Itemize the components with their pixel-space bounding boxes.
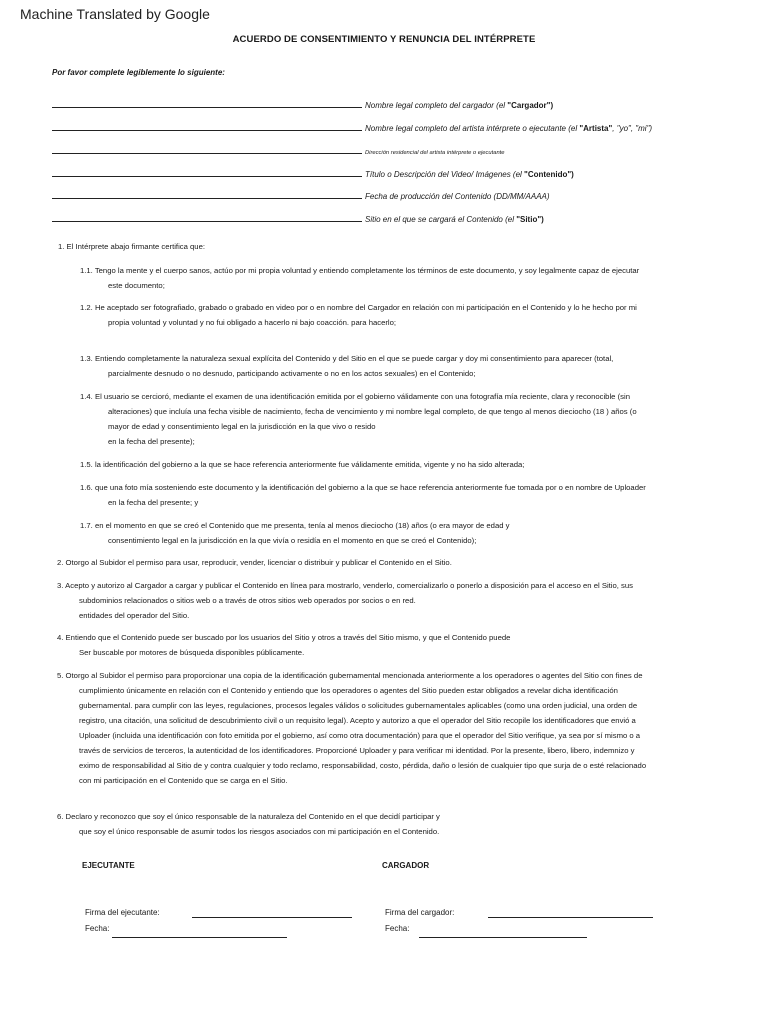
document-title: ACUERDO DE CONSENTIMIENTO Y RENUNCIA DEL INTÉRPRETE — [232, 34, 536, 45]
uploader-signature-label: Firma del cargador: — [385, 908, 455, 917]
uploader-date-line[interactable] — [419, 937, 587, 938]
clause-1-3: 1.3. Entiendo completamente la naturaleza sexual explícita del Contenido y del Sitio en el que se puede cargar y doy mi consentimiento para aparecer (total, parcialmente desnudo o no desnudo, participando activamente o no en los actos sexuales) en el Contenido; — [80, 354, 614, 378]
fill-line[interactable] — [52, 153, 362, 154]
uploader-date-label: Fecha: — [385, 924, 410, 933]
performer-date-line[interactable] — [112, 937, 287, 938]
performer-signature-label: Firma del ejecutante: — [85, 908, 160, 917]
clause-1-4: 1.4. El usuario se cercioró, mediante el examen de una identificación emitida por el gobierno válidamente con una fotografía mía reciente, clara y reconocible (sin alteraciones) que incluía una fecha visible de nacimiento, fecha de vencimiento y mi nombre legal completo, de que tengo al menos dieciocho (18 ) años (o mayor de edad y consentimiento legal en la jurisdicción en la que vivo o resido en la fecha del presente); — [80, 392, 637, 446]
clause-1-1: 1.1. Tengo la mente y el cuerpo sanos, actúo por mi propia voluntad y entiendo completamente los términos de este documento, y soy legalmente capaz de ejecutar este documento; — [80, 266, 640, 290]
banner-text: Machine Translated by Google — [20, 6, 210, 22]
field-production-date — [52, 185, 732, 201]
field-artist-address — [52, 140, 732, 156]
fill-line[interactable] — [52, 130, 362, 131]
clause-1-2: 1.2. He aceptado ser fotografiado, grabado o grabado en video por o en nombre del Cargador en relación con mi participación en el Contenido y lo he hecho por mi propia voluntad y voluntad y no fui obligado a hacerlo ni bajo coacción. para hacerlo; — [80, 303, 637, 327]
clause-4: 4. Entiendo que el Contenido puede ser buscado por los usuarios del Sitio y otros a través del Sitio mismo, y que el Contenido puede Ser buscable por motores de búsqueda disponibles públicamente. — [57, 633, 511, 657]
clause-5: 5. Otorgo al Subidor el permiso para proporcionar una copia de la identificación gubernamental mencionada anteriormente a los operadores o agentes del Sitio con fines de cumplimiento únicamente en relación con el Contenido y entiendo que los operadores o agentes del Sitio pueden estar obligados a revelar dicha identificación gubernamental. para cumplir con las leyes, regulaciones, procesos legales válidos o solicitudes gubernamentales aplicables (como una orden judicial, una orden de registro, una citación, una solicitud de descubrimiento civil o un requisito legal). Acepto y autorizo a que el operador del Sitio recopile los identificadores que envió a Uploader (incluida una identificación con foto emitida por el gobierno, así como otra documentación) para que el operador del Sitio verifique, ya sea por sí mismo o a través de servicios de terceros, la autenticidad de los identificadores. Proporcioné Uploader y para verificar mi identidad. Por la presente, libero, libero, indemnizo y eximo de responsabilidad al Sitio de y contra cualquier y todo reclamo, responsabilidad, costo, pérdida, daño o lesión de cualquier tipo que surja de o esté relacionado con mi participación en el Contenido que se carga en el Sitio. — [57, 671, 647, 785]
performer-heading: EJECUTANTE — [82, 861, 135, 870]
fill-line[interactable] — [52, 198, 362, 199]
field-uploader-name — [52, 94, 732, 110]
field-label: Fecha de producción del Contenido (DD/MM/AAAA) — [365, 192, 550, 201]
clause-1: 1. El Intérprete abajo firmante certifica que: — [58, 242, 205, 251]
field-label: Sitio en el que se cargará el Contenido (el "Sitio") — [365, 215, 544, 224]
fill-line[interactable] — [52, 107, 362, 108]
field-label: Título o Descripción del Video/ Imágenes (el "Contenido") — [365, 170, 574, 179]
field-artist-name — [52, 117, 732, 133]
field-label: Dirección residencial del artista intérprete o ejecutante — [365, 150, 505, 156]
performer-date-label: Fecha: — [85, 924, 110, 933]
clause-1-5: 1.5. la identificación del gobierno a la que se hace referencia anteriormente fue válidamente emitida, vigente y no ha sido alterada; — [80, 460, 525, 469]
field-content-title — [52, 163, 732, 179]
intro-instruction: Por favor complete legiblemente lo siguiente: — [52, 68, 225, 77]
translation-banner — [0, 0, 768, 28]
clause-2: 2. Otorgo al Subidor el permiso para usar, reproducir, vender, licenciar o distribuir y publicar el Contenido en el Sitio. — [57, 558, 452, 567]
uploader-signature-line[interactable] — [488, 917, 653, 918]
fill-line[interactable] — [52, 221, 362, 222]
field-site — [52, 208, 732, 224]
clause-1-7: 1.7. en el momento en que se creó el Contenido que me presenta, tenía al menos dieciocho (18) años (o era mayor de edad y consentimiento legal en la jurisdicción en la que vivía o residía en el momento en que se creó el Contenido); — [80, 521, 510, 545]
clause-1-6: 1.6. que una foto mía sosteniendo este documento y la identificación del gobierno a la que se hace referencia anteriormente fue tomada por o en nombre de Uploader en la fecha del presente; y — [80, 483, 646, 507]
fill-line[interactable] — [52, 176, 362, 177]
clause-6: 6. Declaro y reconozco que soy el único responsable de la naturaleza del Contenido en el que decidí participar y que soy el único responsable de asumir todos los riesgos asociados con mi participación en el Contenido. — [57, 812, 440, 836]
performer-signature-line[interactable] — [192, 917, 352, 918]
field-label: Nombre legal completo del artista intérprete o ejecutante (el "Artista", "yo", "mi") — [365, 124, 653, 133]
uploader-heading: CARGADOR — [382, 861, 430, 870]
clause-3: 3. Acepto y autorizo al Cargador a cargar y publicar el Contenido en línea para mostrarlo, venderlo, comercializarlo o ponerlo a disposición para el acceso en el Sitio, sus subdominios relacionados o sitios web o a través de otros sitios web operados por socios o en red. entidades del operador del Sitio. — [57, 581, 634, 620]
field-label: Nombre legal completo del cargador (el "Cargador") — [365, 101, 554, 110]
